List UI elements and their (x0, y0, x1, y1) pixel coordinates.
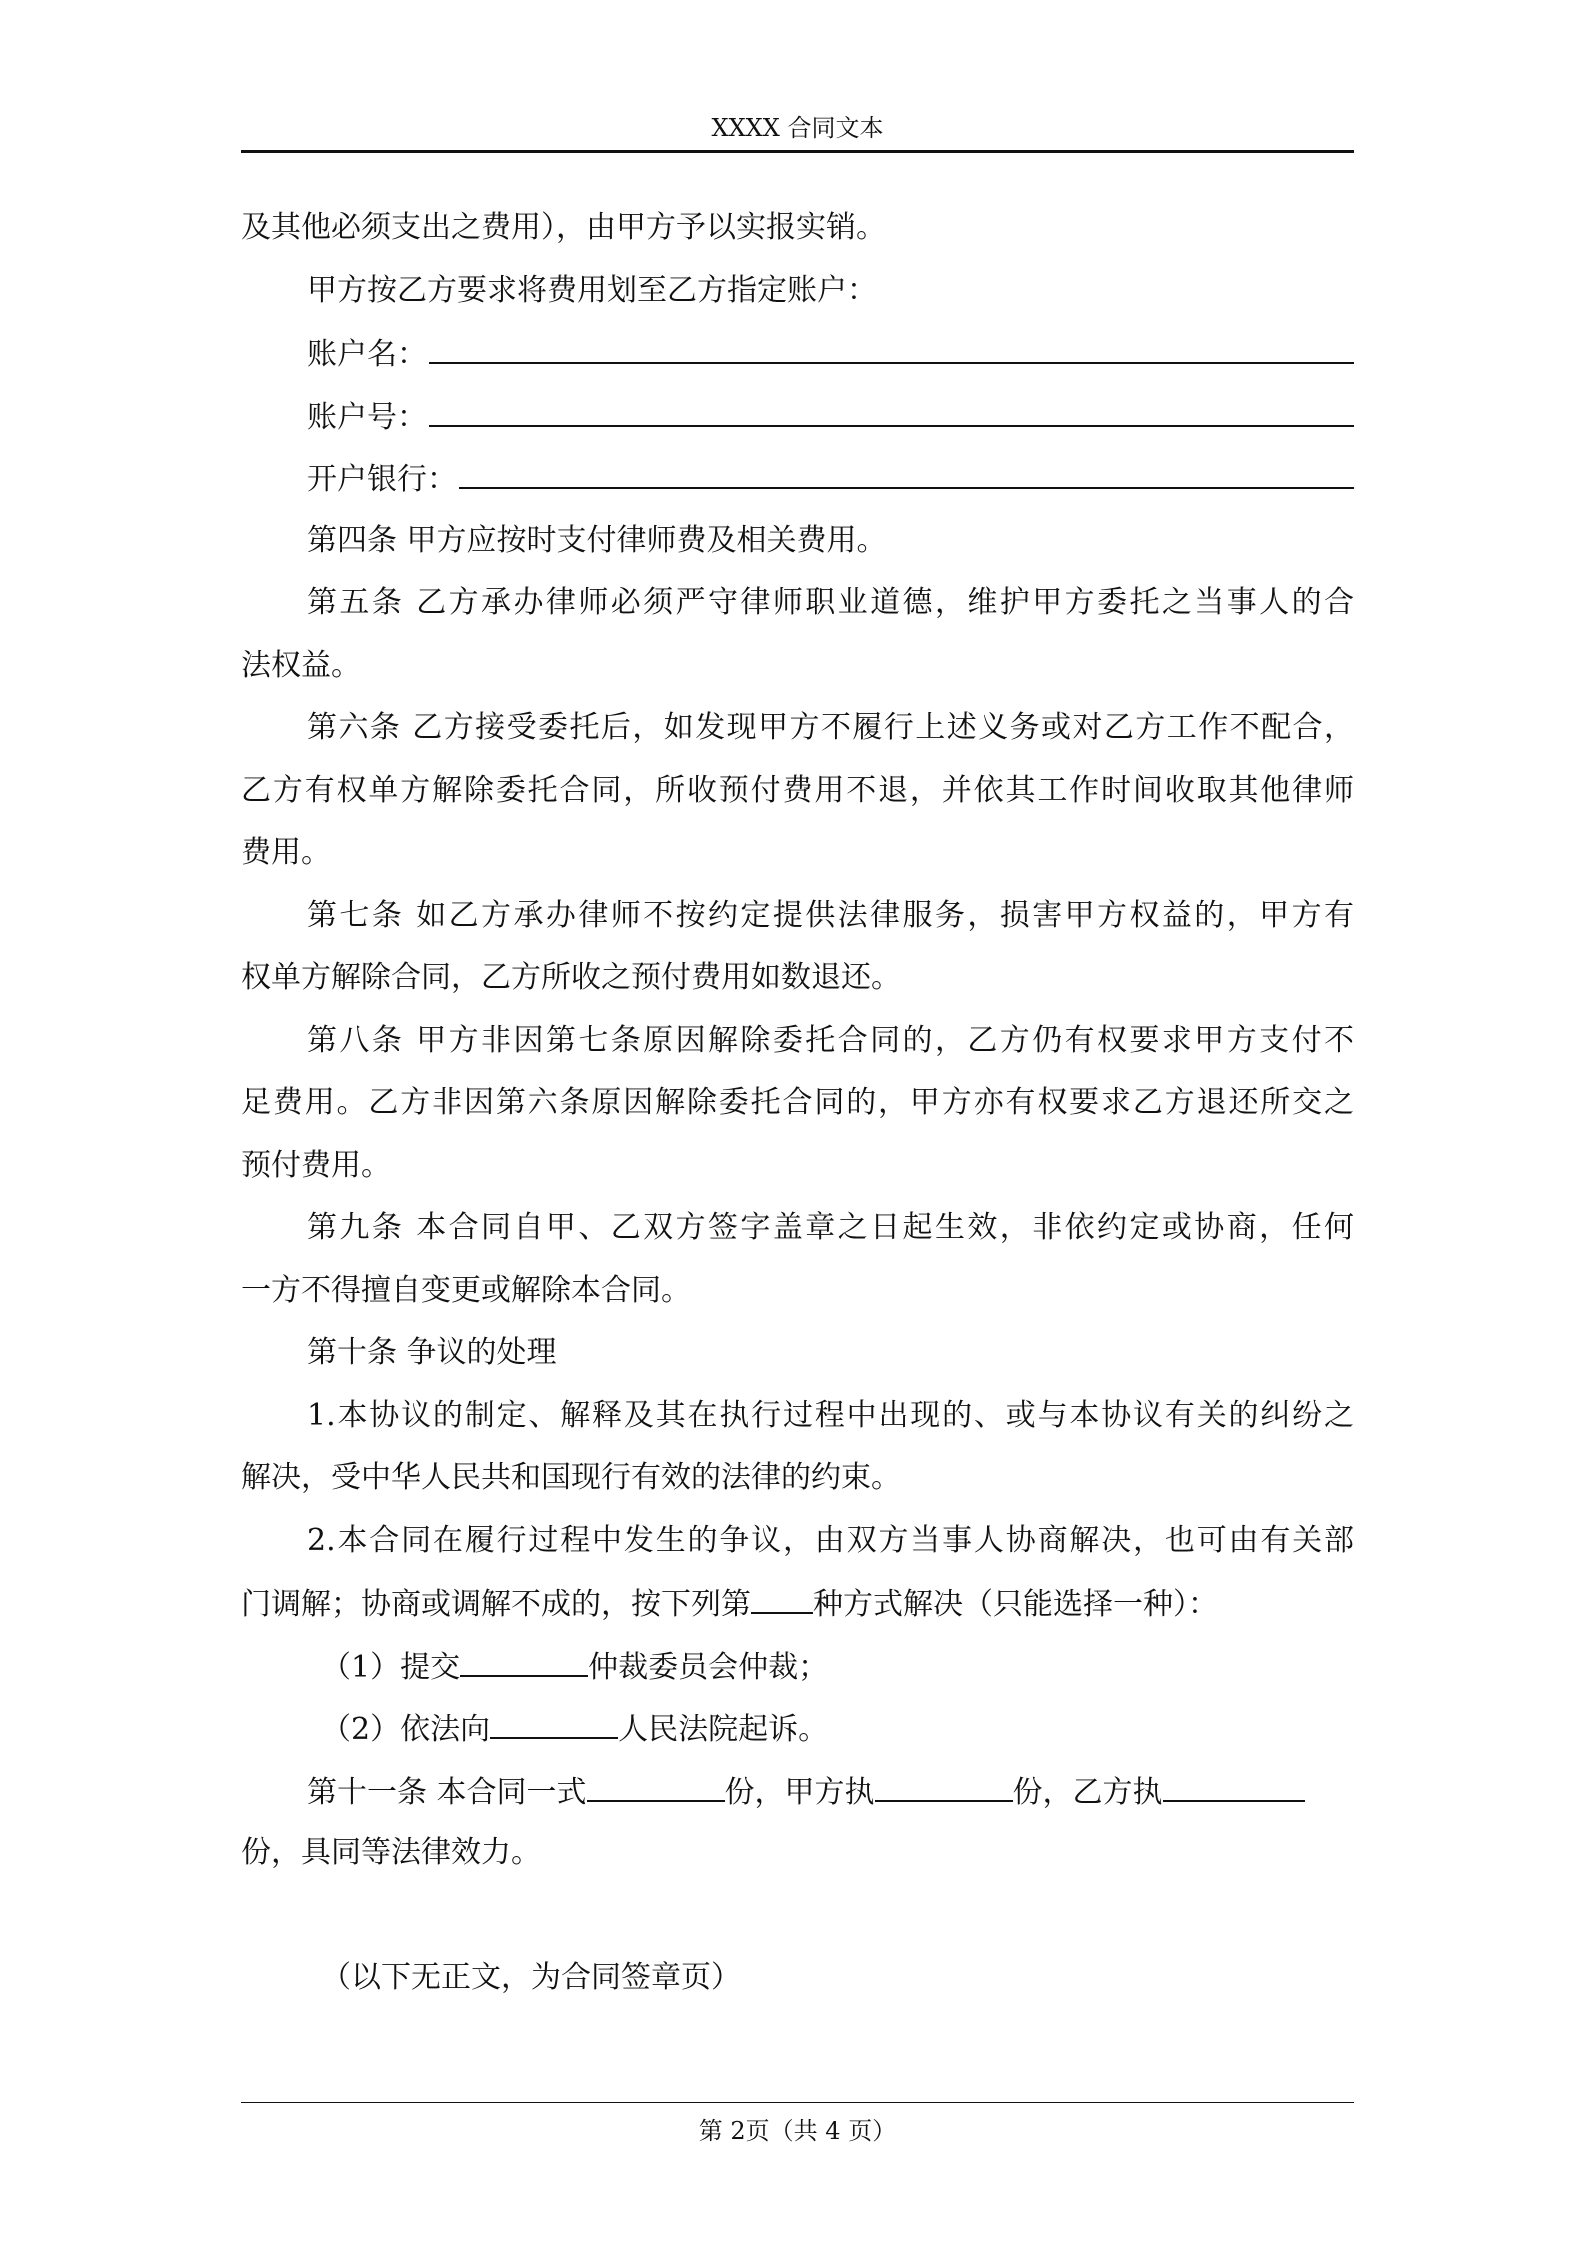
clause-1-line: 1.本协议的制定、解释及其在执行过程中出现的、或与本协议有关的纠纷之 (307, 1397, 1354, 1433)
court-blank[interactable] (490, 1697, 618, 1739)
option-1-text: 仲裁委员会仲裁； (588, 1649, 829, 1685)
article-7-line: 第七条 如乙方承办律师不按约定提供法律服务，损害甲方权益的，甲方有 (307, 897, 1354, 933)
article-8-line: 足费用。乙方非因第六条原因解除委托合同的，甲方亦有权要求乙方退还所交之 (241, 1085, 1354, 1120)
account-number-row (241, 385, 1354, 448)
account-number-field[interactable] (429, 385, 1354, 427)
article-5-line: 法权益。 (241, 647, 361, 683)
option-1-text: （1）提交 (321, 1649, 461, 1685)
account-name-label: 账户名： (307, 337, 427, 372)
article-11-text: 份，乙方执 (1012, 1774, 1163, 1810)
arbitration-commission-blank[interactable] (460, 1635, 588, 1677)
closing-note: （以下无正文，为合同签章页） (321, 1960, 741, 1995)
option-2-text: （2）依法向 (321, 1712, 491, 1747)
option-2 (241, 1697, 1354, 1760)
article-9-line: 第九条 本合同自甲、乙双方签字盖章之日起生效，非依约定或协商，任何 (307, 1210, 1354, 1245)
article-11-text: 份，甲方执 (724, 1774, 875, 1810)
text-line: 甲方按乙方要求将费用划至乙方指定账户： (307, 272, 877, 308)
option-2-text: 人民法院起诉。 (618, 1712, 829, 1747)
option-1 (241, 1635, 1354, 1698)
copies-party-b-blank[interactable] (1163, 1760, 1305, 1802)
article-10-heading: 第十条 争议的处理 (307, 1335, 557, 1370)
article-6-line: 乙方有权单方解除委托合同，所收预付费用不退，并依其工作时间收取其他律师 (241, 772, 1354, 808)
account-number-label: 账户号： (307, 399, 427, 435)
page-number: 第 2页（共 4 页） (698, 2117, 897, 2145)
copies-party-a-blank[interactable] (875, 1760, 1013, 1802)
bank-label: 开户银行： (307, 462, 457, 497)
article-6-line: 费用。 (241, 835, 331, 870)
page-footer (241, 2102, 1354, 2146)
article-8-line: 预付费用。 (241, 1147, 391, 1183)
article-8-line: 第八条 甲方非因第七条原因解除委托合同的，乙方仍有权要求甲方支付不 (307, 1022, 1354, 1058)
account-name-field[interactable] (429, 322, 1354, 364)
method-choice-blank[interactable] (751, 1572, 813, 1614)
article-7-line: 权单方解除合同，乙方所收之预付费用如数退还。 (241, 960, 901, 995)
article-11-line (241, 1760, 1354, 1823)
header-title: XXXX 合同文本 (711, 114, 884, 142)
article-11-text: 第十一条 本合同一式 (307, 1774, 587, 1810)
text-line: 及其他必须支出之费用），由甲方予以实报实销。 (241, 210, 886, 245)
contract-body (241, 197, 1354, 2010)
clause-2-text: 门调解；协商或调解不成的，按下列第 (241, 1587, 751, 1622)
article-9-line: 一方不得擅自变更或解除本合同。 (241, 1272, 691, 1308)
copies-total-blank[interactable] (587, 1760, 725, 1802)
clause-2-text: 种方式解决（只能选择一种）： (813, 1587, 1218, 1622)
clause-1-line: 解决，受中华人民共和国现行有效的法律的约束。 (241, 1460, 901, 1495)
bank-row (241, 447, 1354, 510)
article-6-line: 第六条 乙方接受委托后，如发现甲方不履行上述义务或对乙方工作不配合， (307, 710, 1354, 745)
clause-2-line: 2.本合同在履行过程中发生的争议，由双方当事人协商解决，也可由有关部 (307, 1522, 1354, 1558)
article-11-line: 份，具同等法律效力。 (241, 1835, 541, 1870)
clause-2-line (241, 1572, 1354, 1635)
account-name-row (241, 322, 1354, 385)
bank-field[interactable] (459, 447, 1354, 489)
article-4: 第四条 甲方应按时支付律师费及相关费用。 (307, 522, 887, 558)
page-header (241, 112, 1354, 153)
article-5-line: 第五条 乙方承办律师必须严守律师职业道德，维护甲方委托之当事人的合 (307, 585, 1354, 620)
